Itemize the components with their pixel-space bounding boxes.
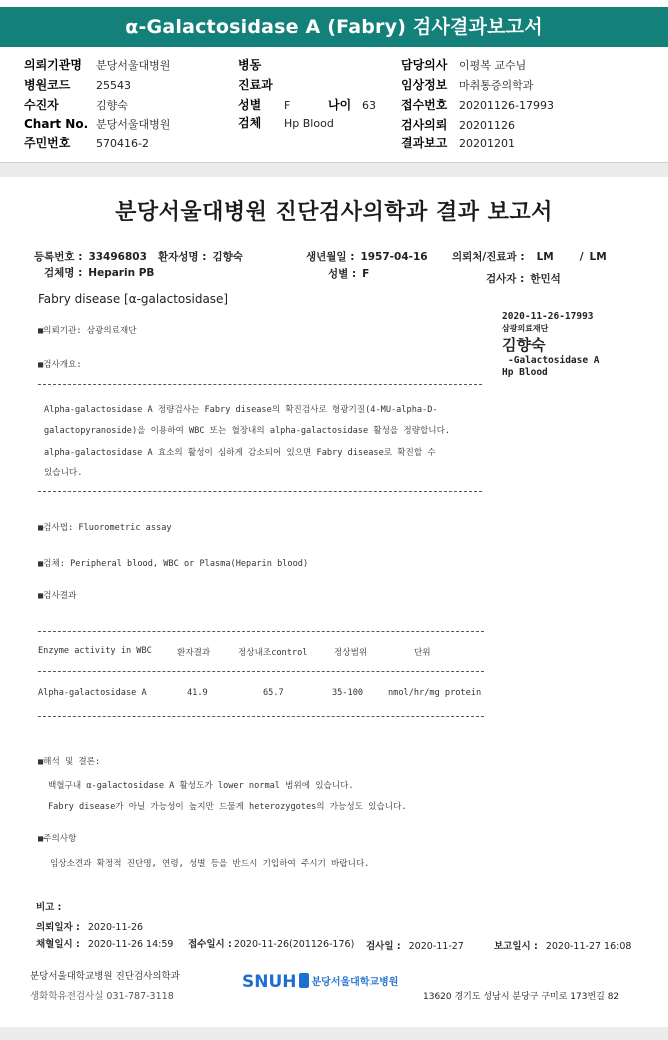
- specimen-label-stamp: [502, 311, 600, 379]
- chart-value: 분당서울대병원: [96, 118, 171, 131]
- specimen-line: ■검체: Peripheral blood, WBC or Plasma(Heparin blood): [38, 559, 309, 569]
- ref-value-2: LM: [589, 251, 607, 263]
- receipt-time-label: 접수일시 :: [188, 939, 232, 950]
- ref-value-1: LM: [536, 251, 554, 263]
- table-cell-result: 41.9: [187, 688, 208, 698]
- report-banner: α-Galactosidase A (Fabry) 검사결과보고서: [0, 7, 668, 47]
- reg-value: 33496803: [88, 251, 147, 263]
- report-time-value: 2020-11-27 16:08: [545, 941, 632, 952]
- hospital-field: [24, 56, 170, 73]
- code-label: 병원코드: [24, 78, 71, 92]
- patient-label: 수진자: [24, 98, 59, 112]
- stamp-line-1: 2020-11-26-17993: [502, 311, 594, 322]
- test-date-label: 검사일 :: [366, 941, 401, 952]
- name-value: 김향숙: [212, 251, 243, 263]
- dob-label: 생년월일 :: [306, 251, 355, 263]
- stamp-name: 김향숙: [502, 336, 546, 354]
- tester-label: 검사자 :: [486, 273, 525, 285]
- hospital-address: 13620 경기도 성남시 분당구 구미로 173번길 82: [423, 992, 620, 1002]
- tester-value: 한민석: [530, 273, 561, 285]
- receipt-time-value: 2020-11-26(201126-176): [233, 939, 355, 950]
- table-header-control: 정상내조control: [238, 648, 308, 658]
- table-cell-range: 35-100: [332, 688, 364, 698]
- ward-field: [238, 56, 261, 73]
- page-bottom-band: [0, 1027, 668, 1040]
- sex-value: F: [284, 99, 291, 112]
- ward-label: 병동: [238, 58, 262, 72]
- report-title: 분당서울대병원 진단검사의학과 결과 보고서: [115, 200, 553, 225]
- table-header-enzyme: Enzyme activity in WBC: [38, 646, 152, 656]
- sex-label: 성별: [238, 98, 262, 112]
- reg-label: 등록번호 :: [34, 251, 83, 263]
- patient-value: 김향숙: [96, 99, 128, 112]
- spec-value: Heparin PB: [88, 267, 155, 279]
- report-sex-value: F: [362, 268, 370, 280]
- ref-label: 의뢰처/진료과 :: [452, 251, 525, 263]
- report-date-field: [401, 134, 515, 151]
- table-cell-enzyme: Alpha-galactosidase A: [38, 688, 147, 698]
- age-value: 63: [362, 99, 376, 112]
- logo-text: SNUH: [242, 972, 297, 992]
- birth-date: [306, 249, 428, 264]
- receipt-time: [188, 936, 354, 950]
- chart-label: Chart No.: [24, 117, 89, 131]
- test-name: Fabry disease [α-galactosidase]: [38, 292, 229, 306]
- specimen-field: [238, 114, 334, 131]
- scanned-report: [10, 177, 658, 1027]
- report-time-label: 보고일시 :: [494, 941, 538, 952]
- receipt-field: [401, 96, 554, 113]
- rrn-label: 주민번호: [24, 136, 71, 150]
- notice-head: ■주의사항: [38, 834, 77, 844]
- age-field: [328, 96, 376, 113]
- interpretation-line-2: Fabry disease가 아닐 가능성이 높지만 드물게 heterozygotes의 가능성도 있습니다.: [48, 802, 407, 812]
- overview-line-3: alpha-galactosidase A 효소의 활성이 심하게 감소되어 있으면 Fabry disease로 확진할 수: [44, 448, 436, 458]
- reg-number: [34, 249, 147, 264]
- divider-line: [38, 384, 482, 385]
- request-value: 20201126: [459, 119, 515, 132]
- report-sex-label: 성별 :: [328, 268, 357, 280]
- clinical-field: [401, 76, 533, 93]
- remarks-text: 비고 :: [36, 902, 62, 913]
- request-date-value: 2020-11-26: [87, 922, 144, 933]
- divider-line: [38, 491, 482, 492]
- table-cell-control: 65.7: [263, 688, 284, 698]
- report-date-value: 20201201: [459, 137, 515, 150]
- lab-contact: 생화학유전검사실 031-787-3118: [30, 991, 174, 1002]
- overview-line-4: 있습니다.: [44, 468, 83, 478]
- request-label: 검사의뢰: [401, 118, 448, 132]
- ref-separator: /: [579, 251, 584, 263]
- department-name: 분당서울대학교병원 진단검사의학과: [30, 971, 180, 982]
- specimen-name: [44, 265, 154, 280]
- stamp-line-2: 삼광의료재단: [502, 324, 549, 333]
- doctor-label: 담당의사: [401, 58, 448, 72]
- request-date: [36, 919, 143, 933]
- patient-name: [158, 249, 243, 264]
- code-value: 25543: [96, 79, 131, 92]
- overview-line-1: Alpha-galactosidase A 정량검사는 Fabry disease의 확진검사로 형광기질(4-MU-alpha-D-: [44, 405, 438, 415]
- rrn-field: [24, 134, 149, 151]
- clinical-label: 임상정보: [401, 78, 448, 92]
- remarks-label: [36, 899, 61, 913]
- report-sex: [328, 266, 369, 281]
- stamp-line-3: -Galactosidase A: [508, 355, 600, 366]
- specimen-value: Hp Blood: [284, 117, 334, 130]
- interpretation-head: ■해석 및 결론:: [38, 757, 101, 767]
- org-line: ■의뢰기관: 삼광의료재단: [38, 326, 137, 336]
- table-header-range: 정상범위: [334, 648, 368, 658]
- hospital-label: 의뢰기관명: [24, 58, 82, 72]
- page-gap: [0, 163, 668, 177]
- test-date-value: 2020-11-27: [408, 941, 464, 952]
- interpretation-line-1: 백혈구내 α-galactosidase A 활성도가 lower normal 범위에 있습니다.: [48, 781, 354, 791]
- collection-value: 2020-11-26 14:59: [87, 939, 174, 950]
- test-date: [366, 938, 464, 952]
- collection-label: 채혈일시 :: [36, 939, 80, 950]
- stamp-line-4: Hp Blood: [502, 367, 548, 378]
- table-header-result: 환자결과: [177, 648, 211, 658]
- table-top-line: [38, 631, 484, 632]
- age-label: 나이: [328, 98, 352, 112]
- doctor-field: [401, 56, 526, 73]
- doctor-value: 이평복 교수님: [459, 59, 527, 72]
- request-field: [401, 116, 515, 133]
- collection-time: [36, 936, 173, 950]
- report-date-label: 결과보고: [401, 136, 448, 150]
- request-date-label: 의뢰일자 :: [36, 922, 80, 933]
- spec-label: 검체명 :: [44, 267, 83, 279]
- notice-line: 임상소견과 확정적 진단명, 연령, 성별 등을 반드시 기입하여 주시기 바랍니다.: [50, 859, 370, 869]
- dept-field: [238, 76, 273, 93]
- method-line: ■검사법: Fluorometric assay: [38, 523, 172, 533]
- dept-label: 진료과: [238, 78, 273, 92]
- overview-line-2: galactopyranoside)을 이용하여 WBC 또는 혈장내의 alpha-galactosidase 활성을 정량합니다.: [44, 426, 451, 436]
- table-mid-line: [38, 671, 484, 672]
- chart-field: [24, 116, 170, 132]
- result-head: ■검사결과: [38, 591, 77, 601]
- logo-mark-icon: [299, 973, 309, 988]
- specimen-label: 검체: [238, 116, 262, 130]
- hospital-logo: [242, 972, 398, 992]
- rrn-value: 570416-2: [96, 137, 149, 150]
- patient-field: [24, 96, 128, 113]
- report-time: [494, 938, 631, 952]
- receipt-label: 접수번호: [401, 98, 448, 112]
- table-cell-unit: nmol/hr/mg protein: [388, 688, 482, 698]
- hospital-value: 분당서울대병원: [96, 59, 171, 72]
- referral: [452, 249, 607, 264]
- table-header-unit: 단위: [414, 648, 431, 658]
- info-grid: [0, 52, 668, 152]
- overview-head: ■검사개요:: [38, 360, 82, 370]
- receipt-value: 20201126-17993: [459, 99, 554, 112]
- tester: [486, 271, 561, 286]
- logo-hangul: 분당서울대학교병원: [311, 977, 399, 988]
- sex-field: [238, 96, 290, 113]
- table-bottom-line: [38, 716, 484, 717]
- name-label: 환자성명 :: [158, 251, 207, 263]
- dob-value: 1957-04-16: [360, 251, 428, 263]
- code-field: [24, 76, 131, 93]
- clinical-value: 마취통증의학과: [459, 79, 534, 92]
